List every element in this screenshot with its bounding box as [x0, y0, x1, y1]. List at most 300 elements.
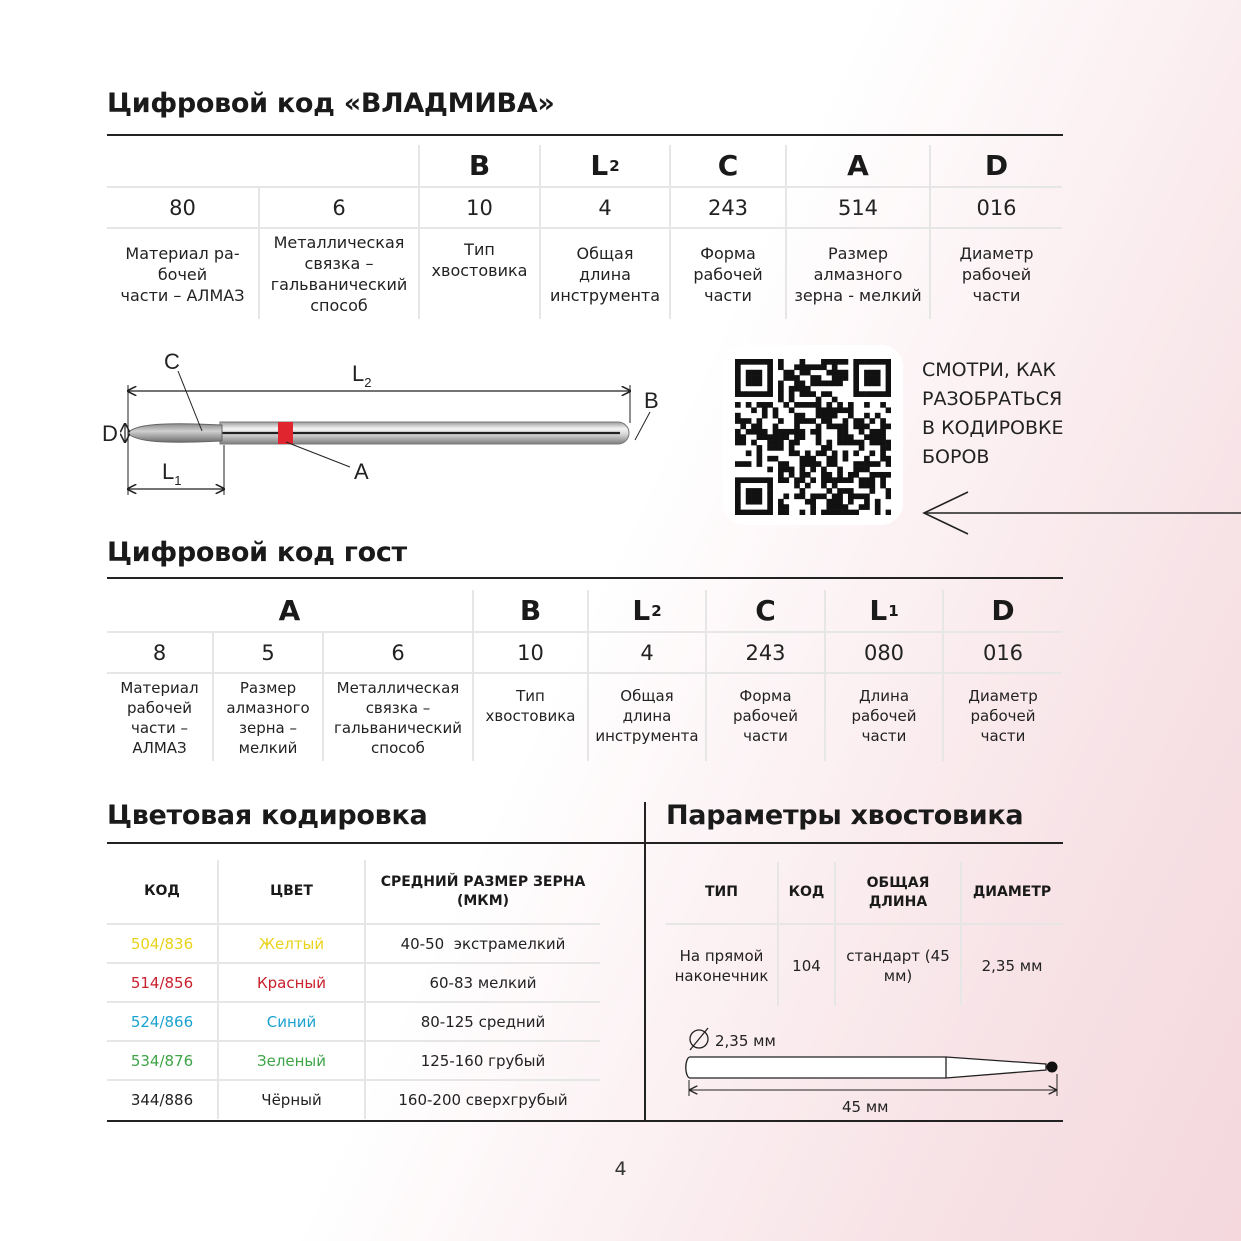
qr-module	[816, 450, 822, 456]
color-row-code: 344/886	[107, 1080, 218, 1119]
qr-module	[826, 359, 832, 365]
qr-module	[832, 510, 838, 515]
qr-module	[800, 413, 806, 419]
shank-header-diameter: ДИАМЕТР	[961, 862, 1062, 924]
qr-module	[864, 359, 870, 365]
qr-module	[864, 477, 870, 483]
qr-module	[853, 450, 859, 456]
qr-module	[886, 456, 891, 462]
qr-module	[783, 467, 789, 473]
s2-description: Размер алмазного зерна – мелкий	[214, 674, 324, 761]
qr-module	[843, 429, 849, 435]
qr-module	[821, 450, 827, 456]
qr-module	[805, 391, 811, 397]
s1-number: 6	[260, 188, 420, 229]
qr-module	[848, 499, 854, 505]
qr-module	[880, 391, 886, 397]
qr-module	[886, 359, 891, 365]
qr-module	[875, 504, 881, 510]
qr-module	[810, 375, 816, 381]
qr-module	[843, 418, 849, 424]
qr-module	[826, 413, 832, 419]
s1-description: Материал ра- бочей части – АЛМАЗ	[107, 229, 260, 319]
qr-module	[810, 461, 816, 467]
section2-table	[107, 590, 1062, 761]
qr-module	[783, 370, 789, 376]
qr-module	[810, 467, 816, 473]
qr-module	[832, 397, 838, 403]
bur-diagram	[100, 345, 680, 505]
s2-header-d: D	[944, 590, 1062, 633]
qr-module	[751, 499, 757, 505]
qr-module	[746, 429, 752, 435]
qr-module	[843, 407, 849, 413]
qr-module	[767, 456, 773, 462]
qr-module	[740, 391, 746, 397]
qr-module	[864, 434, 870, 440]
qr-module	[746, 510, 752, 515]
qr-module	[757, 488, 763, 494]
qr-module	[757, 402, 763, 408]
diagram-label-l2: $L_2$	[352, 361, 372, 390]
qr-module	[800, 461, 806, 467]
qr-module	[767, 386, 773, 392]
s1-header-c: C	[671, 145, 787, 188]
qr-card[interactable]	[723, 345, 903, 525]
qr-module	[859, 445, 865, 451]
qr-module	[826, 418, 832, 424]
qr-module	[800, 472, 806, 478]
qr-module	[773, 413, 779, 419]
qr-module	[864, 413, 870, 419]
qr-module	[821, 445, 827, 451]
qr-module	[810, 510, 816, 515]
qr-module	[875, 413, 881, 419]
qr-module	[826, 381, 832, 387]
qr-module	[800, 386, 806, 392]
qr-module	[880, 402, 886, 408]
qr-module	[789, 397, 795, 403]
qr-module	[810, 504, 816, 510]
qr-module	[773, 434, 779, 440]
qr-module	[826, 402, 832, 408]
qr-module	[757, 477, 763, 483]
qr-module	[800, 391, 806, 397]
qr-module	[735, 510, 741, 515]
qr-module	[757, 434, 763, 440]
qr-module	[762, 359, 768, 365]
qr-module	[880, 472, 886, 478]
qr-module	[886, 375, 891, 381]
qr-module	[886, 407, 891, 413]
qr-module	[746, 488, 752, 494]
qr-module	[735, 381, 741, 387]
qr-module	[767, 510, 773, 515]
qr-module	[821, 359, 827, 365]
qr-module	[837, 493, 843, 499]
s2-header-l2: L 2	[589, 590, 707, 633]
qr-module	[853, 467, 859, 473]
qr-module	[859, 483, 865, 489]
qr-module	[767, 499, 773, 505]
qr-module	[740, 440, 746, 446]
s2-description: Материал рабочей части – АЛМАЗ	[107, 674, 214, 761]
qr-module	[821, 467, 827, 473]
qr-module	[810, 499, 816, 505]
qr-module	[773, 440, 779, 446]
s1-header-d: D	[931, 145, 1062, 188]
qr-module	[832, 407, 838, 413]
qr-module	[800, 493, 806, 499]
qr-module	[794, 450, 800, 456]
qr-module	[735, 386, 741, 392]
qr-module	[869, 477, 875, 483]
qr-caption: СМОТРИ, КАК РАЗОБРАТЬСЯ В КОДИРОВКЕ БОРОВ	[922, 359, 1064, 468]
qr-module	[848, 477, 854, 483]
color-coding-table	[107, 860, 600, 1119]
qr-module	[886, 386, 891, 392]
bur-color-band	[278, 422, 293, 444]
qr-module	[848, 488, 854, 494]
s2-number: 4	[589, 633, 707, 674]
section1-rule	[107, 134, 1063, 136]
qr-module	[783, 429, 789, 435]
qr-module	[778, 381, 784, 387]
qr-module	[757, 375, 763, 381]
qr-module	[821, 391, 827, 397]
qr-module	[783, 504, 789, 510]
qr-module	[869, 483, 875, 489]
s1-description: Металлическая связка – гальванический способ	[260, 229, 420, 319]
s2-header-b: B	[474, 590, 589, 633]
qr-module	[767, 359, 773, 365]
qr-module	[794, 381, 800, 387]
qr-module	[821, 493, 827, 499]
qr-module	[848, 402, 854, 408]
qr-module	[843, 424, 849, 430]
qr-module	[767, 493, 773, 499]
qr-module	[826, 445, 832, 451]
color-row-size: 125-160 грубый	[365, 1041, 600, 1080]
qr-module	[783, 375, 789, 381]
qr-module	[880, 359, 886, 365]
qr-module	[746, 359, 752, 365]
color-row-size: 80-125 средний	[365, 1002, 600, 1041]
qr-module	[843, 450, 849, 456]
qr-module	[794, 493, 800, 499]
qr-module	[746, 477, 752, 483]
qr-module	[869, 391, 875, 397]
qr-module	[746, 461, 752, 467]
qr-module	[826, 461, 832, 467]
s1-header-a: A	[787, 145, 931, 188]
qr-module	[832, 424, 838, 430]
qr-module	[740, 461, 746, 467]
qr-module	[826, 504, 832, 510]
qr-module	[773, 407, 779, 413]
qr-module	[875, 375, 881, 381]
qr-module	[826, 488, 832, 494]
s2-header-c: C	[707, 590, 826, 633]
s1-number: 4	[541, 188, 671, 229]
qr-module	[783, 477, 789, 483]
qr-module	[864, 424, 870, 430]
qr-module	[767, 375, 773, 381]
qr-module	[800, 510, 806, 515]
qr-module	[778, 364, 784, 370]
shank-diagram	[680, 1022, 1070, 1118]
qr-module	[789, 429, 795, 435]
bur-working-part	[128, 424, 222, 442]
qr-module	[816, 413, 822, 419]
shank-length: стандарт (45 мм)	[835, 924, 961, 1006]
qr-module	[821, 407, 827, 413]
qr-module	[800, 418, 806, 424]
qr-module	[751, 407, 757, 413]
qr-module	[886, 370, 891, 376]
qr-module	[746, 391, 752, 397]
qr-module	[859, 467, 865, 473]
qr-module	[778, 359, 784, 365]
qr-module	[837, 429, 843, 435]
qr-module	[735, 493, 741, 499]
s1-number: 243	[671, 188, 787, 229]
s2-description: Общая длина инструмента	[589, 674, 707, 761]
qr-module	[886, 391, 891, 397]
qr-module	[859, 429, 865, 435]
qr-module	[794, 483, 800, 489]
diagram-label-b: B	[644, 388, 659, 413]
s2-number: 8	[107, 633, 214, 674]
qr-module	[837, 370, 843, 376]
qr-module	[837, 424, 843, 430]
qr-module	[735, 375, 741, 381]
qr-module	[869, 472, 875, 478]
qr-module	[837, 499, 843, 505]
qr-module	[875, 499, 881, 505]
shank-tip	[1047, 1062, 1058, 1073]
qr-module	[875, 429, 881, 435]
shank-diameter: 2,35 мм	[981, 956, 1043, 975]
qr-module	[869, 370, 875, 376]
qr-module	[746, 402, 752, 408]
qr-module	[821, 477, 827, 483]
qr-module	[735, 504, 741, 510]
qr-module	[837, 402, 843, 408]
qr-module	[843, 434, 849, 440]
qr-module	[794, 424, 800, 430]
qr-module	[853, 381, 859, 387]
s2-number: 5	[214, 633, 324, 674]
qr-module	[783, 510, 789, 515]
color-row-size: 60-83 мелкий	[365, 963, 600, 1002]
qr-module	[794, 402, 800, 408]
qr-code-icon[interactable]	[735, 359, 891, 515]
qr-module	[864, 467, 870, 473]
qr-module	[751, 493, 757, 499]
qr-module	[794, 477, 800, 483]
qr-module	[805, 472, 811, 478]
qr-module	[832, 413, 838, 419]
qr-module	[757, 429, 763, 435]
qr-module	[778, 472, 784, 478]
color-row-color: Синий	[218, 1002, 365, 1041]
qr-module	[762, 510, 768, 515]
qr-module	[778, 386, 784, 392]
qr-module	[864, 391, 870, 397]
qr-module	[886, 493, 891, 499]
qr-module	[859, 461, 865, 467]
qr-module	[837, 375, 843, 381]
qr-module	[816, 440, 822, 446]
color-row-code: 534/876	[107, 1041, 218, 1080]
qr-module	[794, 418, 800, 424]
qr-module	[805, 370, 811, 376]
qr-module	[746, 450, 752, 456]
qr-module	[886, 472, 891, 478]
qr-module	[821, 472, 827, 478]
qr-module	[886, 424, 891, 430]
qr-module	[789, 370, 795, 376]
qr-module	[735, 483, 741, 489]
qr-module	[810, 364, 816, 370]
color-row-size: 160-200 сверхгрубый	[398, 1091, 568, 1109]
qr-module	[767, 477, 773, 483]
qr-module	[864, 493, 870, 499]
qr-module	[875, 440, 881, 446]
qr-module	[853, 391, 859, 397]
qr-module	[875, 510, 881, 515]
qr-module	[778, 461, 784, 467]
color-header-code: КОД	[107, 860, 218, 924]
qr-module	[794, 364, 800, 370]
qr-module	[843, 488, 849, 494]
qr-module	[843, 440, 849, 446]
color-header-size: СРЕДНИЙ РАЗМЕР ЗЕРНА (МКМ)	[365, 860, 600, 924]
qr-module	[746, 375, 752, 381]
qr-module	[794, 440, 800, 446]
qr-module	[751, 359, 757, 365]
qr-module	[869, 429, 875, 435]
qr-module	[767, 364, 773, 370]
shank-diameter-label: 2,35 мм	[715, 1032, 776, 1050]
qr-module	[767, 488, 773, 494]
qr-module	[859, 504, 865, 510]
s2-description: Длина рабочей части	[826, 674, 944, 761]
s1-empty-header	[107, 145, 420, 188]
qr-module	[757, 359, 763, 365]
qr-module	[773, 456, 779, 462]
shank-body	[686, 1057, 1046, 1078]
qr-module	[880, 483, 886, 489]
page-number: 4	[614, 1158, 627, 1180]
qr-module	[826, 472, 832, 478]
qr-module	[735, 477, 741, 483]
color-row-code: 504/836	[107, 924, 218, 963]
s1-description: Общая длина инструмента	[541, 229, 671, 319]
qr-module	[789, 445, 795, 451]
s1-header-l2: L 2	[541, 145, 671, 188]
qr-module	[778, 397, 784, 403]
color-row-code: 514/856	[107, 963, 218, 1002]
qr-module	[757, 445, 763, 451]
s2-number: 10	[474, 633, 589, 674]
qr-module	[767, 440, 773, 446]
qr-module	[778, 391, 784, 397]
qr-module	[848, 434, 854, 440]
qr-module	[832, 359, 838, 365]
qr-module	[789, 391, 795, 397]
qr-module	[810, 493, 816, 499]
qr-module	[826, 391, 832, 397]
qr-module	[757, 456, 763, 462]
qr-module	[832, 375, 838, 381]
qr-module	[816, 381, 822, 387]
qr-module	[735, 402, 741, 408]
qr-module	[837, 477, 843, 483]
qr-module	[746, 499, 752, 505]
qr-module	[800, 381, 806, 387]
qr-module	[848, 407, 854, 413]
qr-module	[859, 477, 865, 483]
qr-module	[778, 504, 784, 510]
qr-module	[859, 391, 865, 397]
qr-module	[789, 467, 795, 473]
qr-module	[735, 461, 741, 467]
s2-description: Диаметр рабочей части	[968, 687, 1038, 745]
qr-module	[735, 499, 741, 505]
qr-module	[800, 370, 806, 376]
qr-module	[757, 424, 763, 430]
bottom-top-rule	[107, 842, 1063, 844]
qr-module	[843, 359, 849, 365]
qr-module	[853, 375, 859, 381]
shank-length-label: 45 мм	[842, 1098, 889, 1116]
qr-module	[864, 381, 870, 387]
qr-module	[773, 424, 779, 430]
qr-module	[875, 381, 881, 387]
qr-module	[778, 440, 784, 446]
qr-module	[864, 461, 870, 467]
qr-module	[735, 418, 741, 424]
qr-module	[805, 418, 811, 424]
qr-module	[837, 472, 843, 478]
qr-module	[778, 429, 784, 435]
qr-module	[757, 418, 763, 424]
qr-module	[735, 440, 741, 446]
qr-module	[821, 364, 827, 370]
qr-module	[869, 440, 875, 446]
qr-module	[794, 375, 800, 381]
qr-module	[740, 359, 746, 365]
qr-module	[762, 434, 768, 440]
qr-module	[751, 424, 757, 430]
qr-module	[783, 434, 789, 440]
qr-module	[832, 483, 838, 489]
qr-module	[843, 510, 849, 515]
qr-module	[880, 477, 886, 483]
qr-module	[794, 429, 800, 435]
qr-module	[875, 359, 881, 365]
qr-module	[740, 477, 746, 483]
qr-module	[880, 429, 886, 435]
qr-module	[816, 461, 822, 467]
qr-module	[843, 456, 849, 462]
qr-module	[789, 407, 795, 413]
qr-module	[751, 510, 757, 515]
qr-module	[886, 440, 891, 446]
qr-module	[869, 381, 875, 387]
